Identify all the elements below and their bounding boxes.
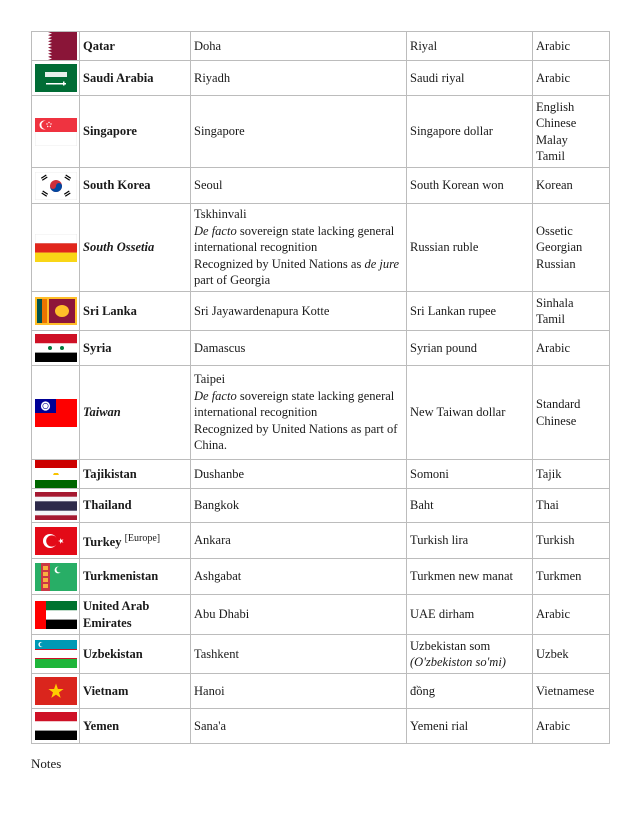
flag-cell xyxy=(32,635,80,674)
turkey-flag-icon xyxy=(35,527,77,555)
capital-cell: Singapore xyxy=(191,96,407,168)
table-row xyxy=(32,292,610,331)
capital-cell: Dushanbe xyxy=(191,460,407,489)
flag-cell xyxy=(32,168,80,204)
language: Turkmen xyxy=(536,569,582,584)
language: Standard Chinese xyxy=(536,397,581,428)
syria-flag-icon xyxy=(35,334,77,362)
capital-cell: Seoul xyxy=(191,168,407,204)
languages-cell xyxy=(533,204,610,292)
language: Arabic xyxy=(536,340,571,355)
languages-cell xyxy=(533,61,610,96)
yemen-flag-icon xyxy=(35,712,77,740)
language: Arabic xyxy=(536,607,571,622)
country-name xyxy=(80,523,191,559)
flag-cell xyxy=(32,595,80,635)
recognition-note xyxy=(194,256,403,289)
flag-cell xyxy=(32,674,80,709)
country-name: Turkmenistan xyxy=(80,559,191,595)
country-name: Thailand xyxy=(80,489,191,523)
currency-cell: Syrian pound xyxy=(407,331,533,366)
flag-cell xyxy=(32,32,80,61)
country-name: Yemen xyxy=(80,709,191,744)
capital-cell: Riyadh xyxy=(191,61,407,96)
languages-cell xyxy=(533,460,610,489)
country-name-text: Turkey xyxy=(83,534,122,549)
currency-cell: Singapore dollar xyxy=(407,96,533,168)
language: Chinese xyxy=(536,116,577,130)
currency-cell: New Taiwan dollar xyxy=(407,366,533,460)
countries-table xyxy=(31,31,610,744)
table-row xyxy=(32,96,610,168)
languages-cell xyxy=(533,635,610,674)
table-row xyxy=(32,635,610,674)
recognition-prefix: Recognized by United Nations as xyxy=(194,256,365,271)
languages-cell xyxy=(533,709,610,744)
table-row xyxy=(32,709,610,744)
qatar-flag-icon xyxy=(35,32,77,60)
language: Turkish xyxy=(536,533,575,548)
vietnam-flag-icon xyxy=(35,677,77,705)
table-row xyxy=(32,32,610,61)
currency-cell: Sri Lankan rupee xyxy=(407,292,533,331)
recognition-suffix: part of Georgia xyxy=(194,273,271,288)
de-facto-term: De facto xyxy=(194,223,237,238)
flag-cell xyxy=(32,292,80,331)
table-row xyxy=(32,595,610,635)
table-row xyxy=(32,204,610,292)
languages-cell xyxy=(533,96,610,168)
currency-cell: Yemeni rial xyxy=(407,709,533,744)
capital-cell: Ashgabat xyxy=(191,559,407,595)
language: English xyxy=(536,99,575,114)
languages-cell xyxy=(533,331,610,366)
capital-cell xyxy=(191,366,407,460)
table-row xyxy=(32,559,610,595)
capital-cell xyxy=(191,204,407,292)
currency-cell: UAE dirham xyxy=(407,595,533,635)
thailand-flag-icon xyxy=(35,492,77,520)
singapore-flag-icon xyxy=(35,118,77,146)
currency-cell: Riyal xyxy=(407,32,533,61)
capital-cell: Sana'a xyxy=(191,709,407,744)
language: Georgian xyxy=(536,240,583,255)
capital-cell: Ankara xyxy=(191,523,407,559)
language: Tajik xyxy=(536,466,562,481)
language: Arabic xyxy=(536,718,571,733)
country-name: Saudi Arabia xyxy=(80,61,191,96)
country-name: Singapore xyxy=(80,96,191,168)
table-row xyxy=(32,61,610,96)
country-name: South Korea xyxy=(80,168,191,204)
language: Korean xyxy=(536,178,573,193)
flag-cell xyxy=(32,460,80,489)
capital-name: Tskhinvali xyxy=(194,207,247,222)
currency-cell: Turkmen new manat xyxy=(407,559,533,595)
languages-cell xyxy=(533,489,610,523)
language: Vietnamese xyxy=(536,683,595,698)
flag-cell xyxy=(32,559,80,595)
currency-cell xyxy=(407,635,533,674)
flag-cell xyxy=(32,523,80,559)
languages-cell xyxy=(533,674,610,709)
language: Thai xyxy=(536,498,559,513)
tajikistan-flag-icon xyxy=(35,460,77,488)
languages-cell xyxy=(533,366,610,460)
de-facto-term: De facto xyxy=(194,388,237,403)
languages-cell xyxy=(533,523,610,559)
capital-cell: Hanoi xyxy=(191,674,407,709)
currency-cell: Russian ruble xyxy=(407,204,533,292)
capital-name: Taipei xyxy=(194,372,226,387)
currency-native-name: (O'zbekiston so'mi) xyxy=(410,655,506,669)
capital-cell: Sri Jayawardenapura Kotte xyxy=(191,292,407,331)
flag-cell xyxy=(32,96,80,168)
notes-heading: Notes xyxy=(31,756,62,771)
language: Russian xyxy=(536,256,576,271)
south-korea-flag-icon xyxy=(35,172,77,200)
country-name: Vietnam xyxy=(80,674,191,709)
table-row xyxy=(32,168,610,204)
table-row xyxy=(32,331,610,366)
country-name: South Ossetia xyxy=(80,204,191,292)
flag-cell xyxy=(32,709,80,744)
flag-cell xyxy=(32,331,80,366)
region-superscript: [Europe] xyxy=(124,532,161,544)
uae-flag-icon xyxy=(35,601,77,629)
country-name: Syria xyxy=(80,331,191,366)
currency-cell: Saudi riyal xyxy=(407,61,533,96)
language: Arabic xyxy=(536,38,571,53)
language: Sinhala xyxy=(536,295,574,310)
uzbekistan-flag-icon xyxy=(35,640,77,668)
country-name: Taiwan xyxy=(80,366,191,460)
turkmenistan-flag-icon xyxy=(35,563,77,591)
country-name: Uzbekistan xyxy=(80,635,191,674)
currency-name: Uzbekistan som xyxy=(410,638,491,653)
table-row xyxy=(32,366,610,460)
saudi-arabia-flag-icon xyxy=(35,64,77,92)
currency-cell: đồng xyxy=(407,674,533,709)
language: Malay xyxy=(536,132,568,147)
flag-cell xyxy=(32,204,80,292)
capital-cell: Damascus xyxy=(191,331,407,366)
currency-cell: Baht xyxy=(407,489,533,523)
recognition-note: Recognized by United Nations as part of China. xyxy=(194,421,398,453)
country-name: Qatar xyxy=(80,32,191,61)
languages-cell xyxy=(533,168,610,204)
country-name: United Arab Emirates xyxy=(80,595,191,635)
capital-cell: Tashkent xyxy=(191,635,407,674)
capital-cell: Abu Dhabi xyxy=(191,595,407,635)
sri-lanka-flag-icon xyxy=(35,297,77,325)
languages-cell xyxy=(533,595,610,635)
country-name: Tajikistan xyxy=(80,460,191,489)
status-note: sovereign state lacking general international recognition xyxy=(194,388,395,420)
capital-cell: Doha xyxy=(191,32,407,61)
language: Arabic xyxy=(536,70,571,85)
flag-cell xyxy=(32,489,80,523)
table-row xyxy=(32,523,610,559)
languages-cell xyxy=(533,32,610,61)
south-ossetia-flag-icon xyxy=(35,234,77,262)
currency-cell: Somoni xyxy=(407,460,533,489)
languages-cell xyxy=(533,292,610,331)
table-row xyxy=(32,674,610,709)
flag-cell xyxy=(32,366,80,460)
flag-cell xyxy=(32,61,80,96)
languages-cell xyxy=(533,559,610,595)
language: Tamil xyxy=(536,312,565,326)
taiwan-flag-icon xyxy=(35,399,77,427)
currency-cell: Turkish lira xyxy=(407,523,533,559)
language: Ossetic xyxy=(536,223,573,238)
language: Tamil xyxy=(536,149,565,163)
table-row xyxy=(32,489,610,523)
table-row xyxy=(32,460,610,489)
language: Uzbek xyxy=(536,646,569,661)
status-note: sovereign state lacking general international recognition xyxy=(194,223,395,255)
country-name: Sri Lanka xyxy=(80,292,191,331)
currency-cell: South Korean won xyxy=(407,168,533,204)
capital-cell: Bangkok xyxy=(191,489,407,523)
de-jure-term: de jure xyxy=(364,256,400,271)
